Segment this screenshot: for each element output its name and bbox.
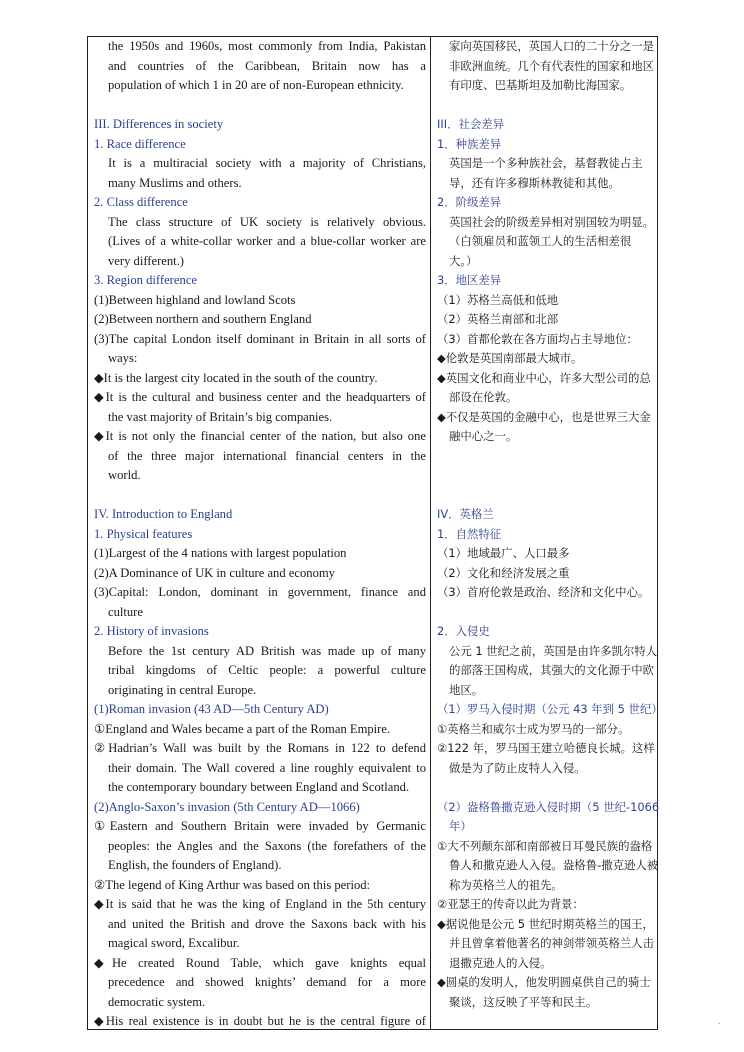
right-line: （1）罗马入侵时期（公元 43 年到 5 世纪） xyxy=(437,702,663,716)
right-line: ◆不仅是英国的金融中心，也是世界三大金 xyxy=(437,409,651,424)
left-line: ②Hadrian’s Wall was built by the Romans in 122 to defend xyxy=(94,741,426,755)
right-line: 年） xyxy=(449,819,472,833)
left-line: (3)Capital: London, dominant in government, finance and xyxy=(94,585,426,599)
left-line: English, the founders of England). xyxy=(108,858,282,872)
right-line: （2）英格兰南部和北部 xyxy=(437,312,559,326)
right-line: （2）文化和经济发展之重 xyxy=(437,565,570,580)
right-line: （白领雇员和蓝领工人的生活相差很 xyxy=(449,234,632,248)
left-line: the vast majority of Britain’s big companies. xyxy=(108,409,333,424)
left-line: (1)Between highland and lowland Scots xyxy=(94,292,296,307)
left-line: 2. History of invasions xyxy=(94,624,209,638)
right-line: （2）盎格鲁撒克逊入侵时期（5 世纪-1066 xyxy=(437,799,660,814)
column-divider xyxy=(430,37,431,1029)
left-line: world. xyxy=(108,468,141,482)
right-line: 地区。 xyxy=(449,682,484,697)
left-line: ①England and Wales became a part of the Roman Empire. xyxy=(94,721,391,736)
right-line: 非欧洲血统。几个有代表性的国家和地区 xyxy=(449,58,655,73)
left-line: precedence and showed knights’ demand for a more xyxy=(108,975,426,989)
left-line: IV. Introduction to England xyxy=(94,507,233,521)
left-line: of the three major international financial centers in the xyxy=(108,448,426,463)
right-line: 1．种族差异 xyxy=(437,136,502,151)
left-line: population of which 1 in 20 are of non-European ethnicity. xyxy=(108,78,404,92)
right-line: ◆圆桌的发明人，他发明圆桌供自己的骑士 xyxy=(437,975,651,989)
right-line: （1）地域最广、人口最多 xyxy=(437,546,570,560)
right-line: ①英格兰和威尔士成为罗马的一部分。 xyxy=(437,721,630,736)
right-line: 家向英国移民，英国人口的二十分之一是 xyxy=(449,39,655,53)
left-line: 1. Physical features xyxy=(94,526,193,541)
right-line: 有印度、巴基斯坦及加勒比海国家。 xyxy=(449,78,632,92)
left-line: Before the 1st century AD British was made up of many xyxy=(108,643,426,658)
left-line: ◆It is the largest city located in the south of the country. xyxy=(94,370,378,385)
right-line: ①大不列颠东部和南部被日耳曼民族的盎格 xyxy=(437,838,653,853)
right-line: 融中心之一。 xyxy=(449,429,518,443)
right-line: （3）首府伦敦是政治、经济和文化中心。 xyxy=(437,585,650,599)
left-line: (1)Roman invasion (43 AD—5th Century AD) xyxy=(94,702,329,716)
left-line: 3. Region difference xyxy=(94,273,197,287)
right-line: 2．入侵史 xyxy=(437,624,490,638)
left-line: (2)Between northern and southern England xyxy=(94,312,312,326)
left-line: ◆It is said that he was the king of England in the 5th century xyxy=(94,897,426,911)
right-line: 1．自然特征 xyxy=(437,526,502,541)
right-line: 称为英格兰人的祖先。 xyxy=(449,877,563,892)
left-line: the 1950s and 1960s, most commonly from India, Pakistan xyxy=(108,39,426,53)
left-line: many Muslims and others. xyxy=(108,175,242,190)
left-line: ②The legend of King Arthur was based on this period: xyxy=(94,877,371,892)
left-line: the contemporary boundary between England and Scotland. xyxy=(108,780,410,794)
left-line: 1. Race difference xyxy=(94,136,186,151)
right-line: 做是为了防止皮特人入侵。 xyxy=(449,760,586,775)
left-line: It is a multiracial society with a majority of Christians, xyxy=(108,156,426,170)
left-line: (1)Largest of the 4 nations with largest population xyxy=(94,546,347,560)
left-line: 2. Class difference xyxy=(94,195,188,209)
left-line: ①Eastern and Southern Britain were invaded by Germanic xyxy=(94,819,426,833)
left-line: and countries of the Caribbean, Britain now has a xyxy=(108,58,426,73)
left-line: (3)The capital London itself dominant in Britain in all sorts of xyxy=(94,331,426,346)
left-line: III. Differences in society xyxy=(94,117,224,131)
right-line: 退撒克逊人的入侵。 xyxy=(449,955,552,970)
bilingual-notes-table xyxy=(87,36,663,1030)
right-line: ②122 年，罗马国王建立哈德良长城。这样 xyxy=(437,741,655,755)
left-line: their domain. The Wall covered a line roughly equivalent to xyxy=(108,760,426,775)
left-line: ways: xyxy=(108,351,138,365)
right-line: 3．地区差异 xyxy=(437,273,502,287)
left-line: very different.) xyxy=(108,253,184,268)
left-line: peoples: the Angles and the Saxons (the forefathers of the xyxy=(108,838,426,853)
right-line: 的部落王国构成，其强大的文化源于中欧 xyxy=(449,663,655,677)
right-line: 并且曾拿着他著名的神剑带领英格兰人击 xyxy=(449,936,655,950)
left-line: culture xyxy=(108,604,143,619)
left-line: ◆He created Round Table, which gave knights equal xyxy=(94,955,426,970)
left-line: originating in central Europe. xyxy=(108,682,257,697)
right-line: 英国社会的阶级差异相对别国较为明显。 xyxy=(449,214,655,229)
right-line: （3）首都伦敦在各方面均占主导地位： xyxy=(437,331,638,346)
left-line: ◆His real existence is in doubt but he is the central figure of xyxy=(94,1014,426,1028)
left-line: ◆It is the cultural and business center and the headquarters of xyxy=(94,390,426,404)
left-line: and united the British and drove the Saxons back with his xyxy=(108,916,426,931)
left-line: magical sword, Excalibur. xyxy=(108,936,240,950)
right-line: ◆据说他是公元 5 世纪时期英格兰的国王， xyxy=(437,916,654,931)
right-line: 导，还有许多穆斯林教徒和其他。 xyxy=(449,175,620,190)
left-line: tribal kingdoms of Celtic people: a powerful culture xyxy=(108,663,426,677)
right-line: （1）苏格兰高低和低地 xyxy=(437,292,559,307)
right-line: IV．英格兰 xyxy=(437,507,494,521)
right-line: ②亚瑟王的传奇以此为背景： xyxy=(437,897,584,911)
right-line: 2．阶级差异 xyxy=(437,195,502,209)
right-line: ◆伦敦是英国南部最大城市。 xyxy=(437,351,583,365)
right-line: 部设在伦敦。 xyxy=(449,390,518,404)
left-line: (2)Anglo-Saxon’s invasion (5th Century AD—1066) xyxy=(94,799,360,814)
right-line: 公元 1 世纪之前，英国是由许多凯尔特人 xyxy=(449,643,658,658)
left-line: (Lives of a white-collar worker and a blue-collar worker are xyxy=(108,234,426,248)
right-line: III．社会差异 xyxy=(437,117,505,131)
right-line: 鲁人和撒克逊人入侵。盎格鲁-撒克逊人被 xyxy=(449,858,659,872)
right-line: ◆英国文化和商业中心，许多大型公司的总 xyxy=(437,370,651,385)
left-line: ◆It is not only the financial center of the nation, but also one xyxy=(94,429,426,443)
right-line: 聚谈，这反映了平等和民主。 xyxy=(449,994,598,1009)
left-line: democratic system. xyxy=(108,994,206,1009)
page-mark: . xyxy=(718,1016,721,1027)
left-line: The class structure of UK society is relatively obvious. xyxy=(108,214,426,229)
left-line: (2)A Dominance of UK in culture and economy xyxy=(94,565,335,580)
right-line: 大。） xyxy=(449,253,478,268)
right-line: 英国是一个多种族社会，基督教徒占主 xyxy=(449,156,643,170)
